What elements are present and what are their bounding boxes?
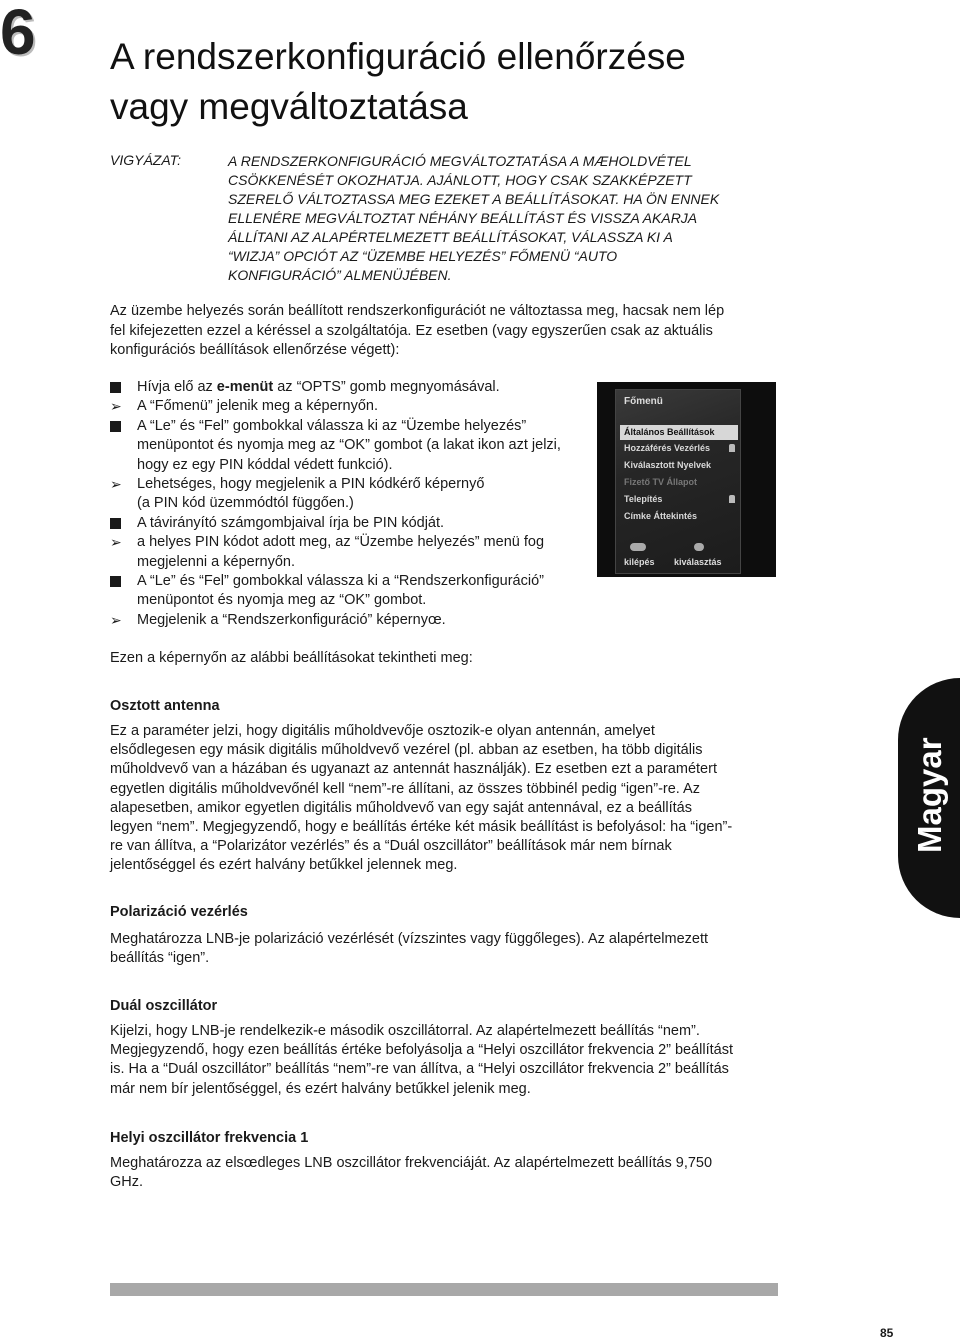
step-item <box>110 378 590 397</box>
intro-paragraph <box>110 302 800 361</box>
step-text: A távirányító számgombjaival írja be PIN kódját. <box>137 514 445 531</box>
page-title <box>110 32 930 132</box>
tv-menu-item-label: Hozzáférés Vezérlés <box>624 443 711 453</box>
caution-text <box>228 152 828 285</box>
tv-menu-item: Általános Beállítások <box>620 425 738 440</box>
page-title-line-1: A rendszerkonfiguráció ellenőrzése <box>110 36 686 77</box>
lock-icon <box>729 495 735 503</box>
step-text: hogy ez egy PIN kóddal védett funkció). <box>137 456 393 473</box>
step-text: Megjelenik a “Rendszerkonfiguráció” képernyœ. <box>137 611 446 628</box>
section-line: műholdvevő van a házában és ugyanazt az antennát használják). Ez esetben ezt a paramétert <box>110 761 717 778</box>
section-line: már nem bír jelentőséggel, és ezért halvány betűkkel jelenik meg. <box>110 1080 531 1097</box>
step-text: (a PIN kód üzemmódtól függően.) <box>137 495 354 512</box>
section-line: Kijelzi, hogy LNB-je rendelkezik-e második oszcillátorral. Az alapértelmezett beállítás “nem”. <box>110 1023 700 1039</box>
caution-line: KONFIGURÁCIÓ” ALMENÜJÉBEN. <box>228 267 452 283</box>
caution-label: VIGYÁZAT: <box>110 152 182 168</box>
section-line: alapesetben, amikor egyetlen digitális műholdvevő van egy saját antennával, ez a beállítás <box>110 799 692 816</box>
section-line: is. Ha a “Duál oszcillátor” beállítás “nem”-re van állítva, a “Helyi oszcillátor frekvencia 2” beállítás <box>110 1061 729 1078</box>
section-line: Meghatározza LNB-je polarizáció vezérlését (vízszintes vagy függőleges). Az alapértelmezett <box>110 931 709 947</box>
step-emphasis: e-menüt <box>216 379 274 395</box>
step-text: Lehetséges, hogy megjelenik a PIN kódkérő képernyő <box>137 476 485 493</box>
chapter-number: 6 <box>0 0 34 68</box>
arrow-bullet-icon: ➢ <box>110 398 122 415</box>
section-line: elsődlegesen egy másik digitális műholdvevő vezérel (pl. abban az esetben, ha több digitális <box>110 742 703 759</box>
steps-list <box>110 378 590 630</box>
section-line: re van állítva, a “Polarizátor vezérlés” és a “Duál oszcillátor” beállítások már nem bírnak <box>110 838 672 855</box>
step-text: Hívja elő az <box>137 379 217 395</box>
tv-footer-select: kiválasztás <box>674 557 722 567</box>
step-text: menüpontot és nyomja meg az “OK” gombot (a lakat ikon azt jelzi, <box>137 437 561 454</box>
step-item <box>110 397 590 416</box>
caution-line: CSÖKKENÉSÉT OKOZHATJA. AJÁNLOTT, HOGY CSAK SZAKKÉPZETT <box>228 172 692 188</box>
step-item <box>110 475 590 514</box>
tv-menu-item: Címke Áttekintés <box>624 511 698 521</box>
arrow-bullet-icon: ➢ <box>110 476 122 493</box>
intro-line: konfigurációs beállítások ellenőrzése végett): <box>110 342 400 358</box>
tv-menu-panel <box>615 389 741 574</box>
section-line: Meghatározza az elsœdleges LNB oszcillátor frekvenciáját. Az alapértelmezett beállítás 9,750 <box>110 1155 713 1171</box>
square-bullet-icon <box>110 421 121 432</box>
tv-footer-exit: kilépés <box>624 557 655 567</box>
caution-line: A RENDSZERKONFIGURÁCIÓ MEGVÁLTOZTATÁSA A MÆHOLDVÉTEL <box>228 153 692 169</box>
section-line: jelentőséggel és ezért halvány betűkkel jelennek meg. <box>110 857 458 874</box>
page-title-line-2: vagy megváltoztatása <box>110 86 468 127</box>
square-bullet-icon <box>110 576 121 587</box>
section-line: GHz. <box>110 1174 144 1191</box>
step-item <box>110 611 590 630</box>
step-item <box>110 572 590 611</box>
tv-menu-screenshot <box>597 382 776 577</box>
step-text: az “OPTS” gomb megnyomásával. <box>273 379 500 395</box>
caution-line: ELLENÉRE MEGVÁLTOZTAT NÉHÁNY BEÁLLÍTÁST ÉS VISSZA AKARJA <box>228 210 698 226</box>
step-item <box>110 417 590 475</box>
step-text: menüpontot és nyomja meg az “OK” gombot. <box>137 592 427 609</box>
tv-menu-item <box>620 492 738 507</box>
tv-menu-title: Főmenü <box>624 396 663 407</box>
section-heading: Polarizáció vezérlés <box>110 904 248 920</box>
tv-menu-item <box>620 441 738 456</box>
step-text: megjelenni a képernyőn. <box>137 553 295 570</box>
step-text: A “Főmenü” jelenik meg a képernyőn. <box>137 398 378 415</box>
square-bullet-icon <box>110 382 121 393</box>
caution-line: ÁLLÍTANI AZ ALAPÉRTELMEZETT BEÁLLÍTÁSOKAT, VÁLASSZA KI A <box>228 229 673 245</box>
section-paragraph <box>110 722 800 876</box>
tv-menu-item: Fizető TV Állapot <box>624 477 697 487</box>
intro-line: fel kifejezetten ezzel a kéréssel a szolgáltatója. Ez esetben (vagy egyszerűen csak az aktuális <box>110 322 713 339</box>
arrow-bullet-icon: ➢ <box>110 611 122 628</box>
step-text: A “Le” és “Fel” gombokkal válassza ki a “Rendszerkonfiguráció” <box>137 573 544 590</box>
section-line: Ez a paraméter jelzi, hogy digitális műholdvevője osztozik-e olyan antennán, amelyet <box>110 723 655 739</box>
ok-button-icon <box>694 543 704 551</box>
section-paragraph <box>110 1154 800 1192</box>
section-line: Megjegyzendő, hogy ezen beállítás értéke befolyásolja a “Helyi oszcillátor frekvencia 2” beállítást <box>110 1042 734 1059</box>
step-text: A “Le” és “Fel” gombokkal válassza ki az “Üzembe helyezés” <box>137 417 527 434</box>
section-heading: Helyi oszcillátor frekvencia 1 <box>110 1130 309 1146</box>
section-line: legyen “nem”. Megjegyzendő, hogy e beállítás értéke két másik beállítást is befolyásol: ha “igen”- <box>110 819 733 836</box>
lock-icon <box>729 444 735 452</box>
section-paragraph <box>110 930 800 968</box>
section-paragraph <box>110 1022 800 1099</box>
section-heading: Osztott antenna <box>110 698 220 714</box>
section-heading: Duál oszcillátor <box>110 998 218 1014</box>
tv-menu-item-label: Telepítés <box>624 494 663 504</box>
intro-line: Az üzembe helyezés során beállított rendszerkonfigurációt ne változtassa meg, hacsak nem lép <box>110 303 725 319</box>
caution-line: “WIZJA” OPCIÓT AZ “ÜZEMBE HELYEZÉS” FŐMENÜ “AUTO <box>228 248 618 264</box>
page-number: 85 <box>880 1326 894 1340</box>
arrow-bullet-icon: ➢ <box>110 534 122 551</box>
square-bullet-icon <box>110 518 121 529</box>
summary-text: Ezen a képernyőn az alábbi beállításokat tekintheti meg: <box>110 650 473 666</box>
caution-line: SZERELŐ VÁLTOZTASSA MEG EZEKET A BEÁLLÍTÁSOKAT. HA ÖN ENNEK <box>228 191 720 207</box>
section-line: beállítás “igen”. <box>110 950 210 967</box>
language-tab-label: Magyar <box>911 737 948 853</box>
back-button-icon <box>630 543 646 551</box>
section-line: egyetlen digitális műholdvevőnél kell “nem”-re állítani, az összes többinél pedig “igen”-re. Az <box>110 780 700 797</box>
step-item <box>110 533 590 572</box>
footer-bar <box>110 1283 778 1296</box>
step-item <box>110 514 590 533</box>
step-text: a helyes PIN kódot adott meg, az “Üzembe helyezés” menü fog <box>137 534 545 551</box>
tv-menu-item: Kiválasztott Nyelvek <box>624 460 712 470</box>
